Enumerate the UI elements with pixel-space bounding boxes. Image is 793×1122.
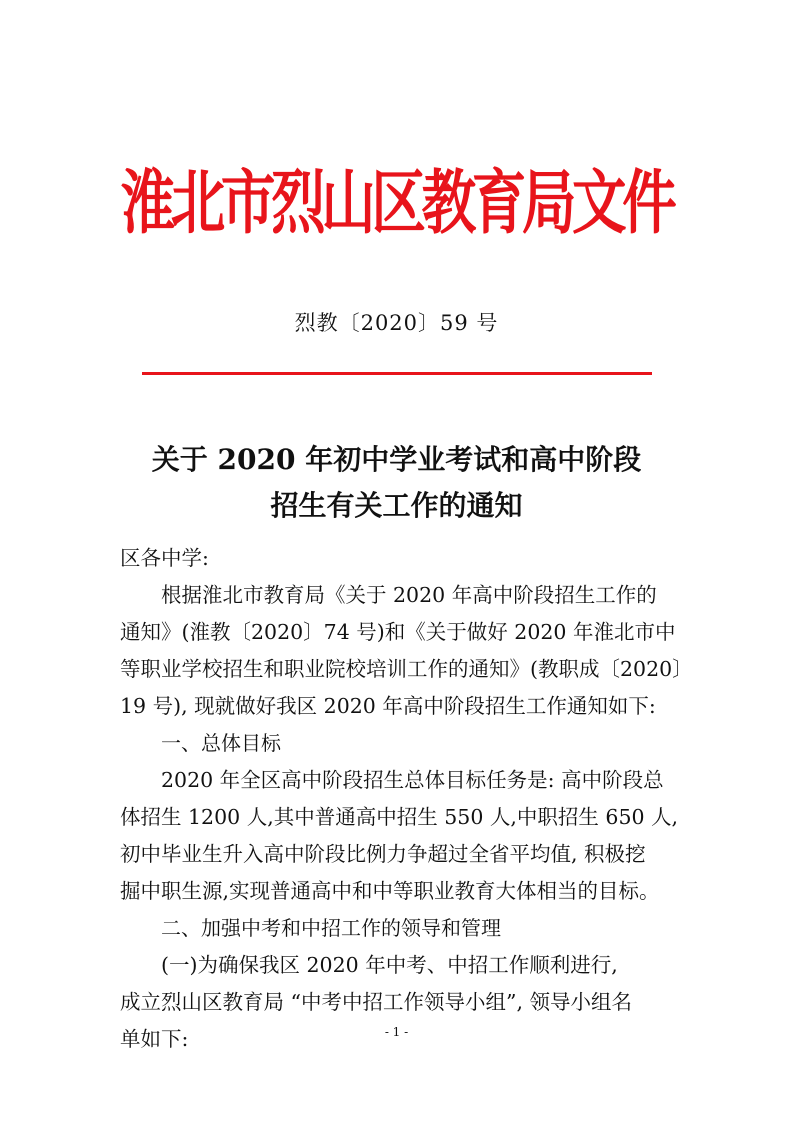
paragraph-3-line-1: (一)为确保我区 2020 年中考、中招工作顺利进行, [161, 953, 618, 977]
paragraph-3-line-2: 成立烈山区教育局 “中考中招工作领导小组”, 领导小组名 [120, 990, 633, 1014]
paragraph-2-line-1: 2020 年全区高中阶段招生总体目标任务是: 高中阶段总 [161, 768, 664, 792]
paragraph-3-line-3: 单如下: [120, 1027, 189, 1051]
notice-body [120, 540, 693, 1058]
red-separator-rule [142, 372, 652, 375]
paragraph-2-line-4: 掘中职生源,实现普通高中和中等职业教育大体相当的目标。 [120, 879, 660, 903]
paragraph-1-line-2: 通知》(淮教〔2020〕74 号)和《关于做好 2020 年淮北市中 [120, 620, 676, 644]
section-2-heading: 二、加强中考和中招工作的领导和管理 [161, 916, 501, 940]
issuer-title: 淮北市烈山区教育局文件 [120, 161, 673, 244]
notice-title-line-2: 招生有关工作的通知 [270, 489, 523, 522]
page-number: - 1 - [384, 1025, 409, 1039]
notice-title [0, 437, 793, 529]
paragraph-1-line-1: 根据淮北市教育局《关于 2020 年高中阶段招生工作的 [161, 583, 657, 607]
paragraph-2-line-2: 体招生 1200 人,其中普通高中招生 550 人,中职招生 650 人, [120, 805, 679, 829]
salutation: 区各中学: [120, 546, 209, 570]
notice-title-line-1: 关于 2020 年初中学业考试和高中阶段 [151, 443, 642, 476]
paragraph-1-line-4: 19 号), 现就做好我区 2020 年高中阶段招生工作通知如下: [120, 694, 656, 718]
section-1-heading: 一、总体目标 [161, 731, 281, 755]
document-number: 烈教〔2020〕59 号 [294, 311, 499, 335]
paragraph-1-line-3: 等职业学校招生和职业院校培训工作的通知》(教职成〔2020〕 [120, 657, 693, 681]
paragraph-2-line-3: 初中毕业生升入高中阶段比例力争超过全省平均值, 积极挖 [120, 842, 646, 866]
